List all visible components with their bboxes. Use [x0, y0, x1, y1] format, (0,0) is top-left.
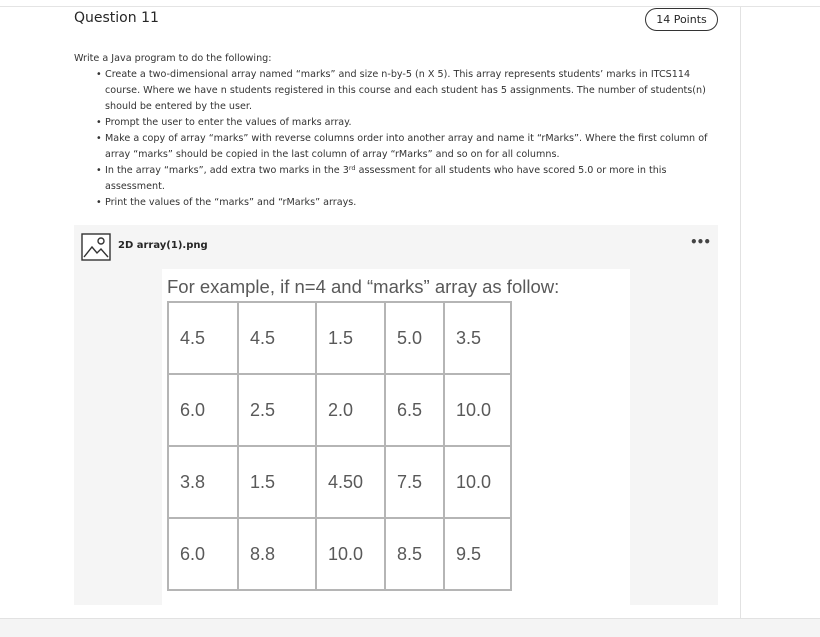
right-divider	[740, 7, 741, 619]
table-cell: 3.5	[444, 302, 511, 374]
attachment-card	[74, 225, 718, 605]
table-cell: 2.0	[316, 374, 385, 446]
table-cell: 8.5	[385, 518, 444, 590]
table-cell: 6.5	[385, 374, 444, 446]
table-cell: 8.8	[238, 518, 316, 590]
table-row	[168, 446, 511, 518]
question-prompt	[74, 51, 724, 211]
table-cell: 10.0	[444, 446, 511, 518]
table-cell: 10.0	[444, 374, 511, 446]
table-cell: 7.5	[385, 446, 444, 518]
bottom-bar	[0, 618, 820, 637]
table-cell: 10.0	[316, 518, 385, 590]
table-cell: 5.0	[385, 302, 444, 374]
table-row	[168, 302, 511, 374]
table-cell: 6.0	[168, 518, 238, 590]
table-cell: 4.5	[168, 302, 238, 374]
table-cell: 1.5	[316, 302, 385, 374]
attachment-filename[interactable]: 2D array(1).png	[118, 240, 208, 251]
question-title: Question 11	[74, 10, 159, 26]
points-badge: 14 Points	[645, 8, 718, 31]
more-options-button[interactable]: •••	[690, 235, 711, 249]
image-caption: For example, if n=4 and “marks” array as follow:	[167, 276, 560, 297]
table-cell: 3.8	[168, 446, 238, 518]
table-cell: 4.50	[316, 446, 385, 518]
ordinal-suffix: rd	[348, 164, 356, 172]
marks-table-body	[168, 302, 511, 590]
prompt-bullet-text: assessment for all students who have scored 5.0 or more in this assessment.	[105, 165, 667, 192]
prompt-intro: Write a Java program to do the following:	[74, 53, 272, 64]
table-cell: 4.5	[238, 302, 316, 374]
top-divider	[0, 6, 820, 7]
prompt-bullet	[98, 163, 724, 195]
table-cell: 1.5	[238, 446, 316, 518]
prompt-bullet-text: In the array “marks”, add extra two marks in the 3	[105, 165, 349, 176]
table-row	[168, 374, 511, 446]
table-cell: 9.5	[444, 518, 511, 590]
attachment-image	[162, 269, 630, 605]
prompt-bullet: • Print the values of the “marks” and “rMarks” arrays.	[98, 195, 724, 211]
prompt-bullet: • Make a copy of array “marks” with reverse columns order into another array and name it “rMarks”. Where the first column of array “marks” should be copied in the last column of array “rMarks” and so on for all columns.	[98, 131, 724, 163]
marks-table	[167, 301, 512, 591]
table-cell: 6.0	[168, 374, 238, 446]
prompt-list	[98, 67, 724, 211]
image-file-icon[interactable]	[81, 233, 111, 261]
prompt-bullet: • Create a two-dimensional array named “marks” and size n-by-5 (n X 5). This array represents students’ marks in ITCS114 course. Where we have n students registered in this course and each student has 5 assignments. The number of students(n) should be entered by the user.	[98, 67, 724, 115]
table-cell: 2.5	[238, 374, 316, 446]
table-row	[168, 518, 511, 590]
prompt-bullet: • Prompt the user to enter the values of marks array.	[98, 115, 724, 131]
